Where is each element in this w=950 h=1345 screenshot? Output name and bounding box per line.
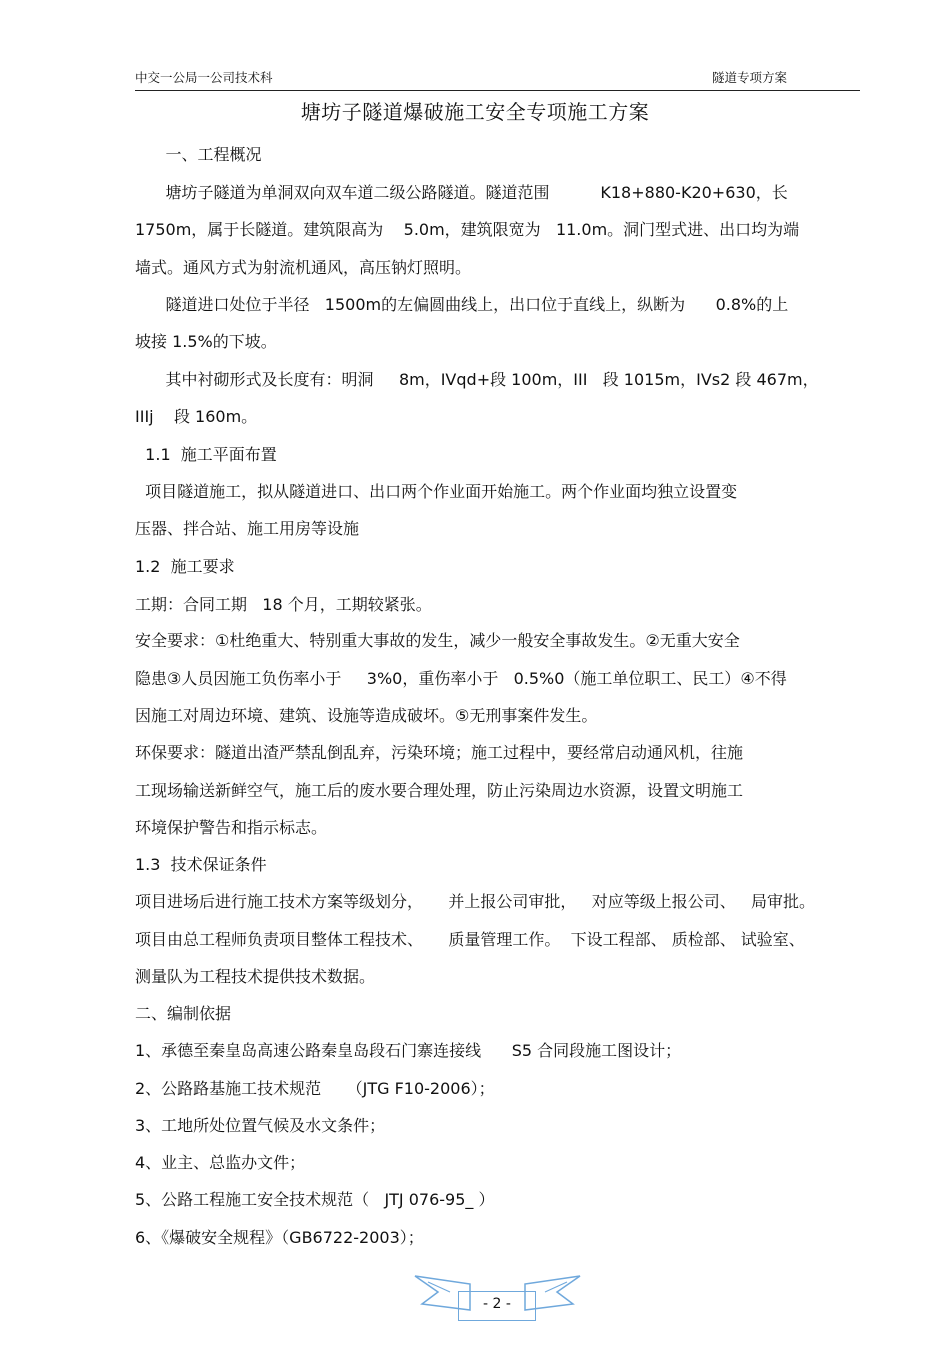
body-line: 测量队为工程技术提供技术数据。: [135, 967, 376, 986]
body-line: 塘坊子隧道为单洞双向双车道二级公路隧道。隧道范围 K18+880-K20+630，长: [135, 183, 788, 202]
body-line: 环保要求：隧道出渣严禁乱倒乱弃，污染环境；施工过程中，要经常启动通风机，往施: [135, 743, 744, 762]
subsection-heading: 1.3 技术保证条件: [135, 855, 267, 874]
body-line: 压器、拌合站、施工用房等设施: [135, 519, 360, 538]
body-line: 其中衬砌形式及长度有：明洞 8m，IVqd+段 100m，III 段 1015m，IVs2 段 467m，: [135, 370, 819, 389]
reference-item: 6、《爆破安全规程》（GB6722-2003）；: [135, 1228, 424, 1247]
reference-item: 1、承德至秦皇岛高速公路秦皇岛段石门寨连接线 S5 合同段施工图设计；: [135, 1041, 682, 1060]
body-line: 隐患③人员因施工负伤率小于 3%0，重伤率小于 0.5%0（施工单位职工、民工）④不得: [135, 669, 787, 688]
body-line: 隧道进口处位于半径 1500m的左偏圆曲线上，出口位于直线上，纵断为 0.8%的上: [135, 295, 789, 314]
reference-item: 4、业主、总监办文件；: [135, 1153, 306, 1172]
header-left: 中交一公局一公司技术科: [135, 70, 273, 85]
document-title: 塘坊子隧道爆破施工安全专项施工方案: [300, 100, 650, 124]
body-line: 1750m，属于长隧道。建筑限高为 5.0m，建筑限宽为 11.0m。洞门型式进、出口均为端: [135, 220, 800, 239]
body-line: 项目隧道施工，拟从隧道进口、出口两个作业面开始施工。两个作业面均独立设置变: [135, 482, 738, 501]
section-heading: 二、编制依据: [135, 1004, 232, 1023]
reference-item: 5、公路工程施工安全技术规范（ JTJ 076-95_ ）: [135, 1190, 495, 1209]
body-line: 安全要求：①杜绝重大、特别重大事故的发生，减少一般安全事故发生。②无重大安全: [135, 631, 740, 650]
subsection-heading: 1.1 施工平面布置: [135, 445, 277, 464]
body-line: 坡接 1.5%的下坡。: [135, 332, 277, 351]
body-line: 工期：合同工期 18 个月，工期较紧张。: [135, 595, 432, 614]
subsection-heading: 1.2 施工要求: [135, 557, 235, 576]
body-line: 墙式。通风方式为射流机通风，高压钠灯照明。: [135, 258, 472, 277]
body-line: 环境保护警告和指示标志。: [135, 818, 328, 837]
body-line: 因施工对周边环境、建筑、设施等造成破坏。⑤无刑事案件发生。: [135, 706, 598, 725]
body-line: IIIj 段 160m。: [135, 407, 258, 426]
body-line: 工现场输送新鲜空气，施工后的废水要合理处理，防止污染周边水资源，设置文明施工: [135, 781, 744, 800]
header-divider: [135, 90, 860, 91]
body-line: 项目进场后进行施工技术方案等级划分， 并上报公司审批， 对应等级上报公司、 局审批。: [135, 892, 815, 911]
body-line: 项目由总工程师负责项目整体工程技术、 质量管理工作。 下设工程部、 质检部、 试验室、: [135, 930, 805, 949]
reference-item: 2、公路路基施工技术规范 （JTG F10-2006）；: [135, 1079, 495, 1098]
reference-item: 3、工地所处位置气候及水文条件；: [135, 1116, 386, 1135]
header-right: 隧道专项方案: [712, 70, 788, 85]
page-number: - 2 -: [483, 1296, 511, 1312]
section-heading: 一、工程概况: [135, 145, 262, 164]
